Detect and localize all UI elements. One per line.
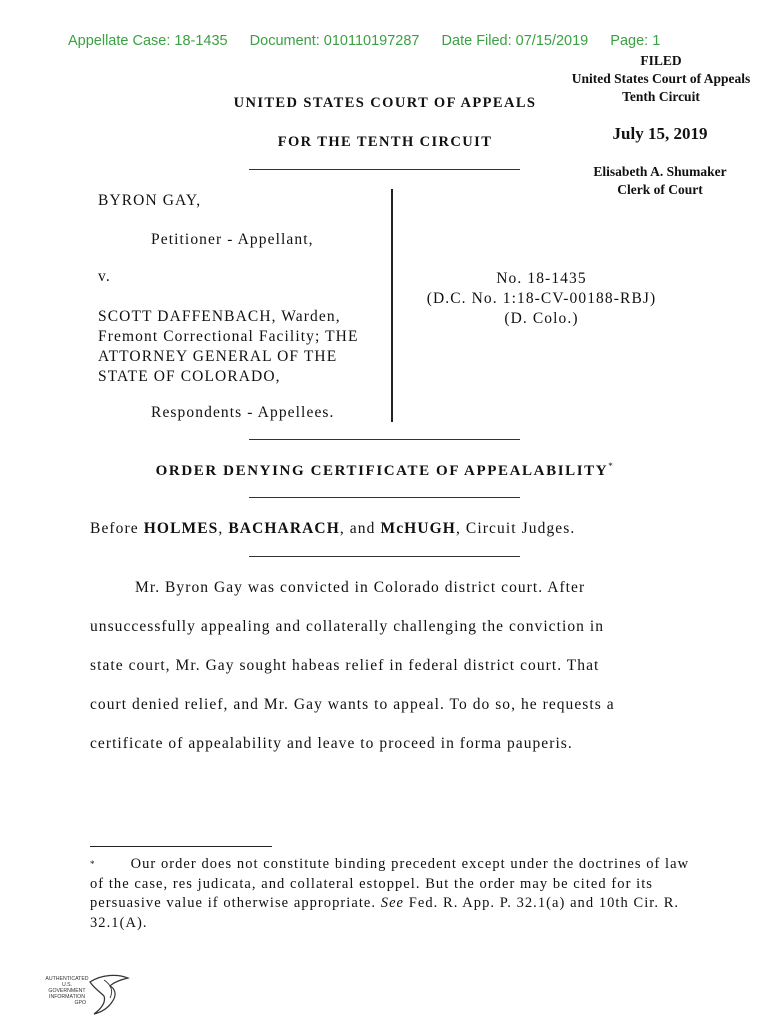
body-line: Mr. Byron Gay was convicted in Colorado district court. After bbox=[135, 579, 586, 596]
judge-name: McHUGH bbox=[380, 520, 456, 537]
footnote-ref: * bbox=[608, 461, 615, 471]
document-header bbox=[68, 33, 678, 49]
divider bbox=[249, 439, 520, 440]
footnote-see: See bbox=[380, 895, 405, 911]
divider bbox=[249, 497, 520, 498]
respondent-line: STATE OF COLORADO, bbox=[98, 368, 281, 385]
case-numbers bbox=[410, 269, 673, 329]
footnote-citation: Fed. R. App. P. 32.1(a) and 10th Cir. R. 32.1(A). bbox=[90, 895, 680, 931]
versus: v. bbox=[98, 268, 111, 285]
clerk-name: Elisabeth A. Shumaker bbox=[593, 164, 727, 179]
footnote-rule bbox=[90, 846, 272, 847]
clerk-title: Clerk of Court bbox=[617, 182, 703, 197]
footnote bbox=[90, 855, 690, 933]
respondent-line: ATTORNEY GENERAL OF THE bbox=[98, 348, 338, 365]
petitioner-role: Petitioner - Appellant, bbox=[151, 231, 314, 248]
judge-name: HOLMES bbox=[143, 520, 219, 537]
filed-date: July 15, 2019 bbox=[612, 124, 708, 143]
panel-separator: , and bbox=[339, 520, 381, 537]
header-case: Appellate Case: 18-1435 bbox=[68, 33, 228, 49]
order-title bbox=[90, 461, 680, 480]
respondent-names bbox=[98, 307, 359, 387]
seal-line: INFORMATION bbox=[49, 994, 85, 1000]
district: (D. Colo.) bbox=[504, 310, 579, 327]
body-line: court denied relief, and Mr. Gay wants to appeal. To do so, he requests a bbox=[90, 696, 615, 713]
gpo-seal bbox=[44, 970, 139, 1020]
respondent-role: Respondents - Appellees. bbox=[151, 404, 335, 421]
panel-suffix: , Circuit Judges. bbox=[455, 520, 576, 537]
seal-line: GPO bbox=[74, 1000, 86, 1006]
header-document: Document: 010110197287 bbox=[249, 33, 420, 49]
court-title-line1: UNITED STATES COURT OF APPEALS bbox=[233, 95, 537, 111]
filed-court: United States Court of Appeals bbox=[571, 71, 751, 86]
eagle-icon bbox=[84, 972, 134, 1018]
panel-line bbox=[90, 520, 575, 538]
respondent-line: SCOTT DAFFENBACH, Warden, bbox=[98, 308, 341, 325]
case-no: No. 18-1435 bbox=[496, 270, 587, 287]
divider bbox=[249, 556, 520, 557]
petitioner-name: BYRON GAY, bbox=[98, 192, 202, 209]
footnote-marker: * bbox=[90, 859, 96, 869]
panel-before: Before bbox=[90, 520, 144, 537]
body-paragraph bbox=[90, 568, 615, 763]
court-title-line2: FOR THE TENTH CIRCUIT bbox=[277, 134, 493, 150]
clerk-block bbox=[556, 163, 764, 199]
panel-separator: , bbox=[218, 520, 229, 537]
order-title-text: ORDER DENYING CERTIFICATE OF APPEALABILITY bbox=[155, 463, 609, 479]
body-line: state court, Mr. Gay sought habeas relief in federal district court. That bbox=[90, 657, 600, 674]
seal-line: U.S. GOVERNMENT bbox=[48, 982, 86, 994]
filed-circuit: Tenth Circuit bbox=[622, 89, 700, 104]
header-date-filed: Date Filed: 07/15/2019 bbox=[441, 33, 589, 49]
filed-label: FILED bbox=[640, 53, 682, 68]
respondent-line: Fremont Correctional Facility; THE bbox=[98, 328, 359, 345]
seal-line: AUTHENTICATED bbox=[45, 976, 89, 982]
footnote-text: Our order does not constitute binding precedent except under the doctrines of law of the case, res judicata, and collateral estoppel. But the order may be cited for its persuasive value if otherwise appropriate. bbox=[90, 856, 690, 911]
header-page: Page: 1 bbox=[610, 33, 661, 49]
judge-name: BACHARACH bbox=[228, 520, 340, 537]
body-line: certificate of appealability and leave to proceed in forma pauperis. bbox=[90, 735, 573, 752]
caption-divider bbox=[391, 189, 393, 422]
dc-no: (D.C. No. 1:18-CV-00188-RBJ) bbox=[426, 290, 657, 307]
body-line: unsuccessfully appealing and collaterally challenging the conviction in bbox=[90, 618, 605, 635]
divider bbox=[249, 169, 520, 170]
